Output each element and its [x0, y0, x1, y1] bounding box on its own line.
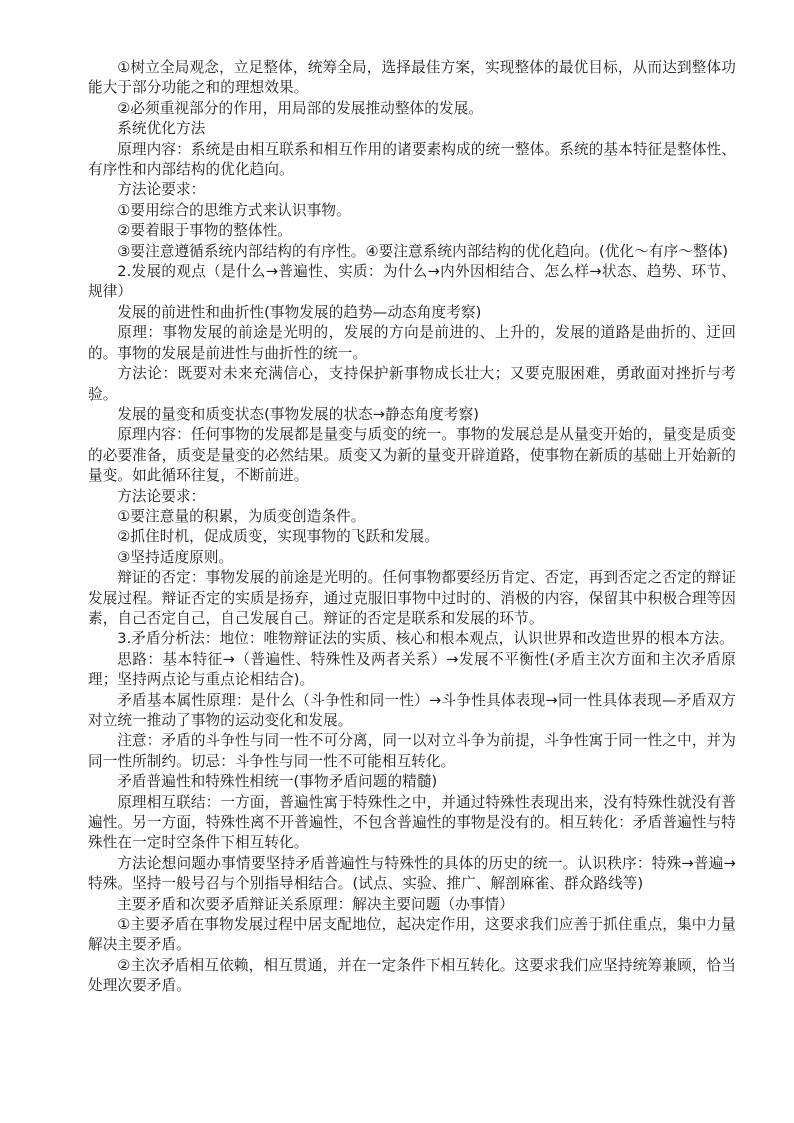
paragraph-note: 注意：矛盾的斗争性与同一性不可分离，同一以对立斗争为前提，斗争性寓于同一性之中，并为同一性所制约。切忌：斗争性与同一性不可能相互转化。	[88, 732, 736, 770]
paragraph-contradiction-attributes: 矛盾基本属性原理：是什么（斗争性和同一性）→斗争性具体表现→同一性具体表现—矛盾双方对立统一推动了事物的运动变化和发展。	[88, 691, 736, 729]
list-item: ①主要矛盾在事物发展过程中居支配地位，起决定作用，这要求我们应善于抓住重点，集中力量解决主要矛盾。	[88, 916, 736, 954]
paragraph-quantity-principle: 原理内容：任何事物的发展都是量变与质变的统一。事物的发展总是从量变开始的，量变是质变的必要准备，质变是量变的必然结果。质变又为新的量变开辟道路，使事物在新质的基础上开始新的量变。如此循环往复，不断前进。	[88, 426, 736, 485]
heading-principal-secondary: 主要矛盾和次要矛盾辩证关系原理：解决主要问题（办事情）	[117, 895, 514, 913]
paragraph-whole-view: ①树立全局观念，立足整体，统筹全局，选择最佳方案，实现整体的最优目标，从而达到整体功能大于部分功能之和的理想效果。	[88, 59, 736, 97]
heading-contradiction-analysis: 3.矛盾分析法：地位：唯物辩证法的实质、核心和根本观点，认识世界和改造世界的根本方法。	[117, 630, 734, 648]
heading-universality-particularity: 矛盾普遍性和特殊性相统一(事物矛盾问题的精髓)	[117, 773, 438, 791]
paragraph-dialectical-negation: 辩证的否定：事物发展的前途是光明的。任何事物都要经历肯定、否定，再到否定之否定的辩证发展过程。辩证否定的实质是扬弃，通过克服旧事物中过时的、消极的内容，保留其中积极合理等因素，自己否定自己，自己发展自己。辩证的否定是联系和发展的环节。	[88, 569, 736, 627]
label-methodology: 方法论要求：	[117, 181, 206, 199]
paragraph-universality-principle: 原理相互联结：一方面，普遍性寓于特殊性之中，并通过特殊性表现出来，没有特殊性就没有普遍性。另一方面，特殊性离不开普遍性，不包含普遍性的事物是没有的。相互转化：矛盾普遍性与特殊性在一定时空条件下相互转化。	[88, 793, 736, 852]
list-item: ②抓住时机，促成质变，实现事物的飞跃和发展。	[117, 528, 439, 546]
heading-quantity-quality: 发展的量变和质变状态(事物发展的状态→静态角度考察)	[117, 405, 480, 423]
list-item: ①要注意量的积累，为质变创造条件。	[117, 507, 366, 525]
heading-development-view: 2.发展的观点（是什么→普遍性、实质：为什么→内外因相结合、怎么样→状态、趋势、环节、规律）	[88, 263, 736, 301]
paragraph-universality-method: 方法论想问题办事情要坚持矛盾普遍性与特殊性的具体的历史的统一。认识秩序：特殊→普遍→特殊。坚持一般号召与个别指导相结合。(试点、实验、推广、解剖麻雀、群众路线等)	[88, 854, 736, 893]
paragraph-part-role: ②必须重视部分的作用，用局部的发展推动整体的发展。	[117, 99, 484, 117]
list-item: ②主次矛盾相互依赖，相互贯通，并在一定条件下相互转化。这要求我们应坚持统筹兼顾，恰当处理次要矛盾。	[88, 956, 736, 995]
paragraph-progress-principle: 原理：事物发展的前途是光明的，发展的方向是前进的、上升的，发展的道路是曲折的、迂回的。事物的发展是前进性与曲折性的统一。	[88, 324, 736, 362]
paragraph-thinking-path: 思路：基本特征→（普遍性、特殊性及两者关系）→发展不平衡性(矛盾主次方面和主次矛盾原理；坚持两点论与重点论相结合)。	[88, 650, 736, 689]
heading-progress-tortuosity: 发展的前进性和曲折性(事物发展的趋势—动态角度考察)	[117, 303, 482, 321]
heading-system-optimization: 系统优化方法	[117, 120, 206, 138]
list-item: ③要注意遵循系统内部结构的有序性。④要注意系统内部结构的优化趋向。(优化～有序～整体)	[117, 242, 729, 260]
document-body	[88, 58, 736, 997]
paragraph-progress-method: 方法论：既要对未来充满信心，支持保护新事物成长壮大；又要克服困难，勇敢面对挫折与考验。	[88, 365, 736, 403]
label-methodology: 方法论要求：	[117, 487, 206, 505]
list-item: ③坚持适度原则。	[117, 548, 234, 566]
list-item: ①要用综合的思维方式来认识事物。	[117, 201, 351, 219]
paragraph-system-principle: 原理内容：系统是由相互联系和相互作用的诸要素构成的统一整体。系统的基本特征是整体性、有序性和内部结构的优化趋向。	[88, 140, 736, 179]
list-item: ②要着眼于事物的整体性。	[117, 222, 293, 240]
